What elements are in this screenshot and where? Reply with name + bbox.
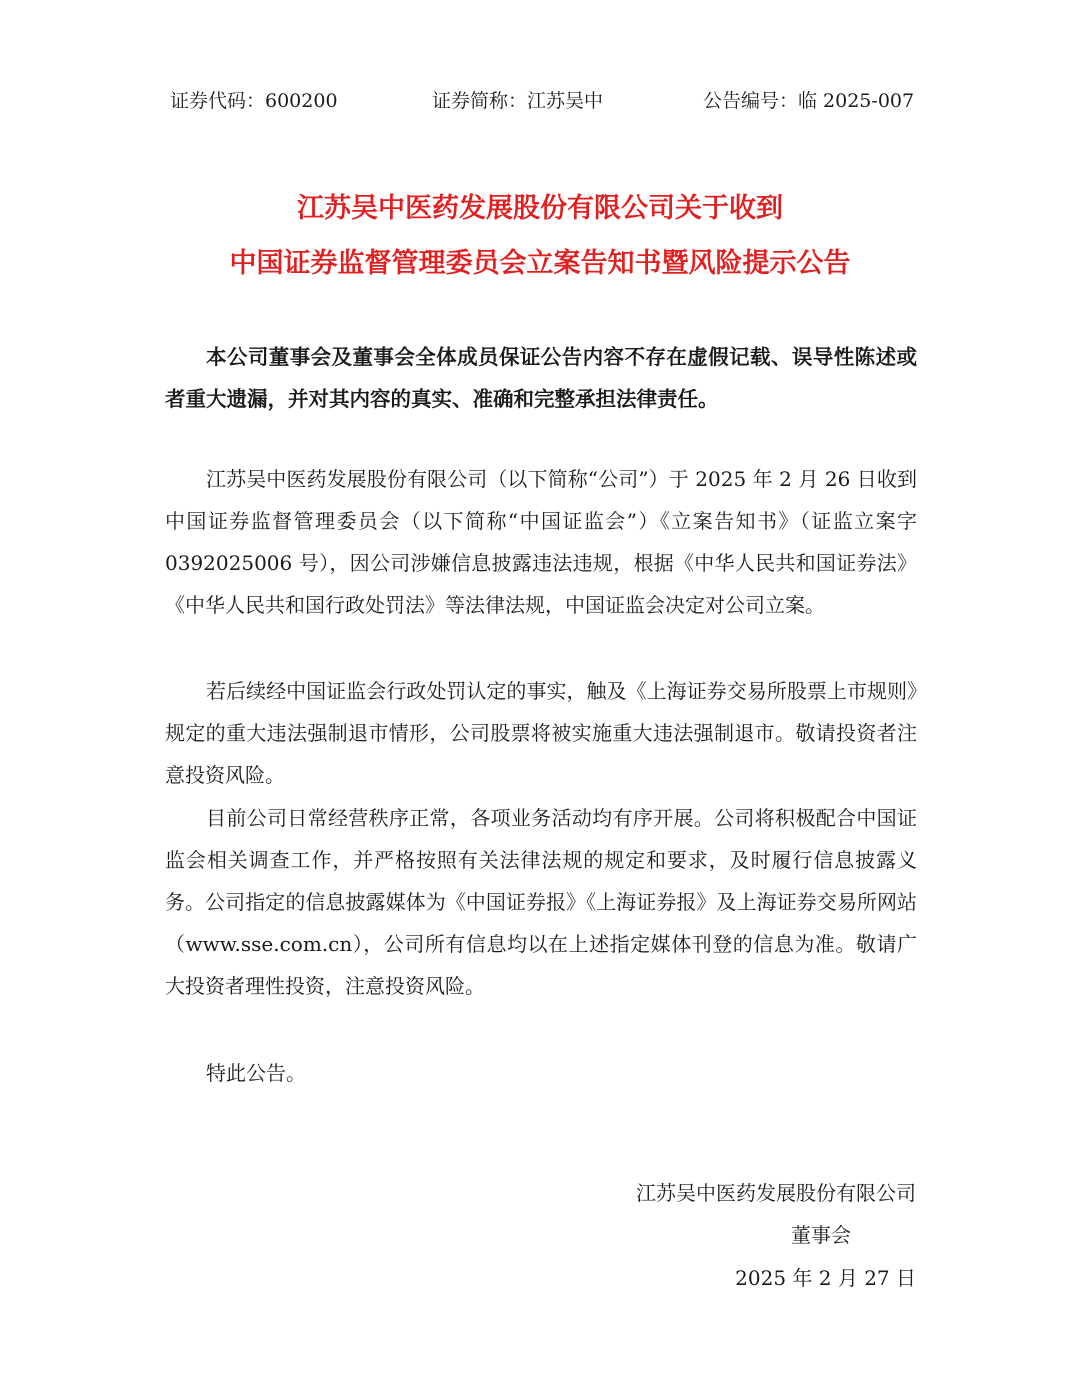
paragraph-2: 若后续经中国证监会行政处罚认定的事实，触及《上海证券交易所股票上市规则》规定的重大违法强制退市情形，公司股票将被实施重大违法强制退市。敬请投资者注意投资风险。	[165, 679, 917, 787]
paragraph-1: 江苏吴中医药发展股份有限公司（以下简称“公司”）于 2025 年 2 月 26 日收到中国证券监督管理委员会（以下简称“中国证监会”）《立案告知书》（证监立案字 0392025006 号），因公司涉嫌信息披露违法违规，根据《中华人民共和国证券法》《中华人民共和国行政处罚法》等法律法规，中国证监会决定对公司立案。	[165, 467, 917, 617]
closing-remark: 特此公告。	[206, 1061, 306, 1085]
title-line-2: 中国证券监督管理委员会立案告知书暨风险提示公告	[229, 248, 851, 279]
paragraph-3: 目前公司日常经营秩序正常，各项业务活动均有序开展。公司将积极配合中国证监会相关调查工作，并严格按照有关法律法规的规定和要求，及时履行信息披露义务。公司指定的信息披露媒体为《中国证券报》《上海证券报》及上海证券交易所网站（www.sse.com.cn），公司所有信息均以在上述指定媒体刊登的信息为准。敬请广大投资者理性投资，注意投资风险。	[165, 806, 917, 998]
signature-date: 2025 年 2 月 27 日	[735, 1266, 916, 1290]
signature-board: 董事会	[791, 1223, 851, 1247]
title-line-1: 江苏吴中医药发展股份有限公司关于收到	[297, 193, 783, 224]
board-statement: 本公司董事会及董事会全体成员保证公告内容不存在虚假记载、误导性陈述或者重大遗漏，并对其内容的真实、准确和完整承担法律责任。	[165, 345, 917, 411]
stock-code: 证券代码：600200	[170, 90, 338, 112]
header-bar	[170, 86, 930, 116]
stock-short-name: 证券简称：江苏吴中	[432, 90, 604, 112]
announcement-number: 公告编号：临 2025-007	[703, 90, 915, 112]
signature-company: 江苏吴中医药发展股份有限公司	[636, 1181, 916, 1205]
